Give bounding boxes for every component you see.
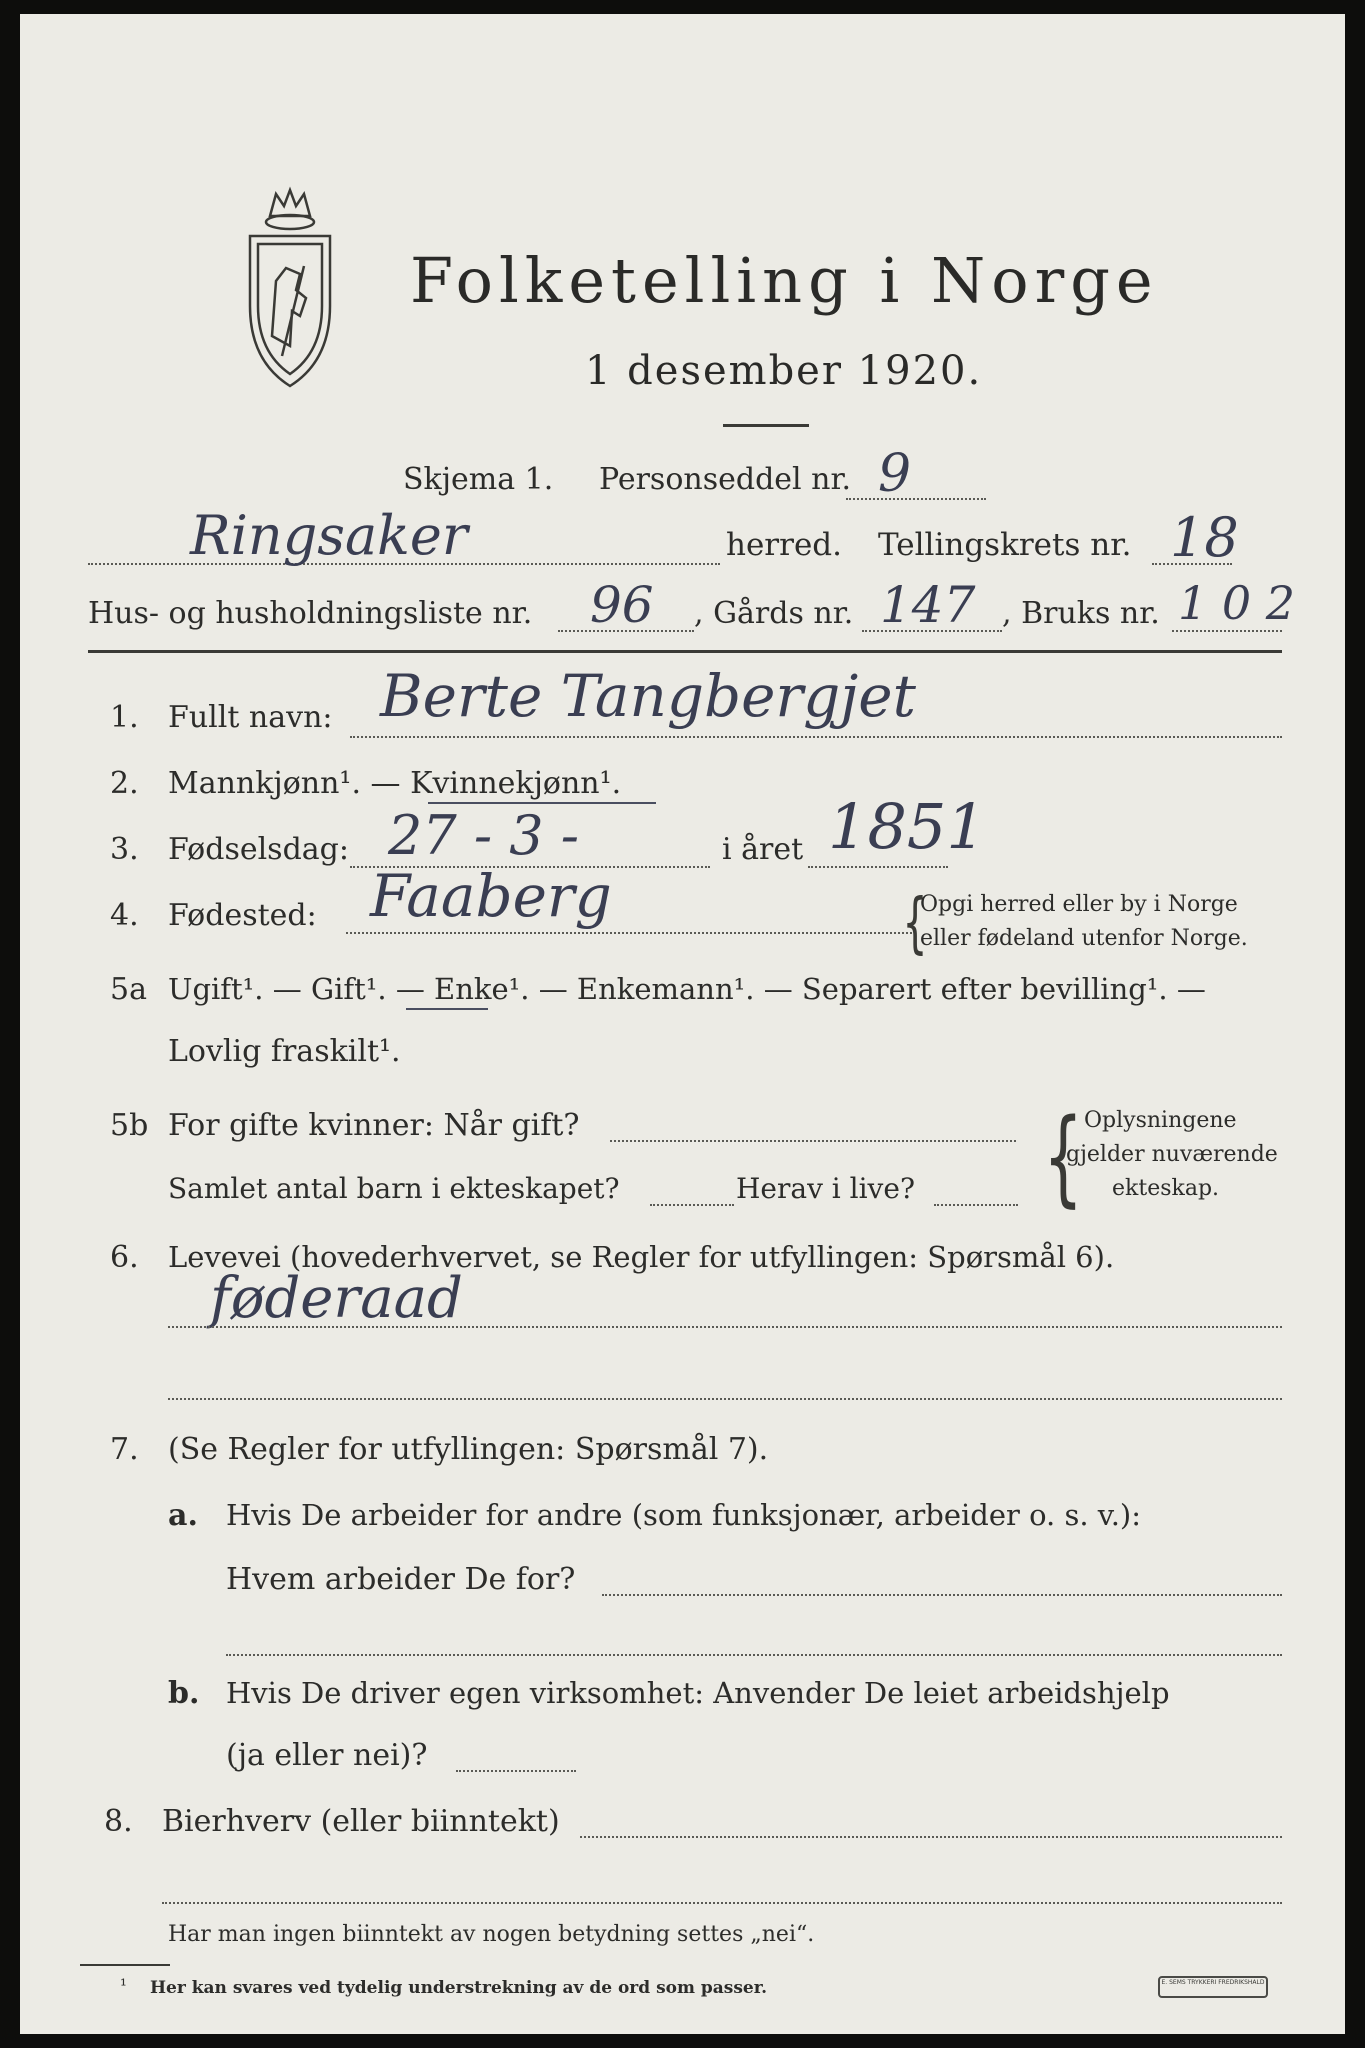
q3-year-value[interactable]: 1851 <box>828 790 986 863</box>
form-date: 1 desember 1920. <box>585 348 983 394</box>
footnote-mark: ¹ <box>120 1976 127 1996</box>
q7a-letter: a. <box>168 1498 198 1533</box>
tellingskrets-label: Tellingskrets nr. <box>878 527 1132 563</box>
title-divider <box>723 424 809 427</box>
q2-label: Mannkjønn¹. — Kvinnekjønn¹. <box>168 766 622 801</box>
gards-label: , Gårds nr. <box>694 596 854 631</box>
q6-line1 <box>168 1326 1282 1328</box>
q2-number: 2. <box>110 766 139 801</box>
q4-value[interactable]: Faaberg <box>370 862 612 930</box>
hus-label: Hus- og husholdningsliste nr. <box>88 596 533 631</box>
q6-number: 6. <box>110 1240 139 1275</box>
q7a-line2-blank <box>226 1654 1282 1656</box>
gards-value[interactable]: 147 <box>880 576 976 634</box>
herred-label: herred. <box>726 527 842 563</box>
herred-value[interactable]: Ringsaker <box>190 504 468 567</box>
q4-note-brace: { <box>902 884 928 961</box>
hus-value[interactable]: 96 <box>590 576 654 634</box>
q3-label: Fødselsdag: <box>168 832 349 867</box>
q5a-line1: Ugift¹. — Gift¹. — Enke¹. — Enkemann¹. — Separert efter bevilling¹. — <box>168 972 1206 1006</box>
printer-stamp <box>1158 1976 1268 1998</box>
q5a-line2: Lovlig fraskilt¹. <box>168 1034 401 1069</box>
personseddel-value[interactable]: 9 <box>878 444 912 504</box>
q6-line2 <box>168 1398 1282 1400</box>
q3-value[interactable]: 27 - 3 - <box>388 804 580 867</box>
q8-label: Bierhverv (eller biinntekt) <box>162 1804 560 1839</box>
personseddel-label: Personseddel nr. <box>599 462 852 497</box>
q4-line <box>346 932 916 934</box>
q5b-note-line1: Oplysningene <box>1084 1108 1237 1133</box>
q3-year-line <box>808 866 948 868</box>
q1-label: Fullt navn: <box>168 700 333 735</box>
form-title: Folketelling i Norge <box>410 244 1159 317</box>
q5b-line1: For gifte kvinner: Når gift? <box>168 1108 580 1143</box>
q8-line <box>580 1836 1282 1838</box>
bruks-label: , Bruks nr. <box>1002 596 1160 631</box>
q5b-note-line2: gjelder nuværende <box>1066 1142 1278 1167</box>
q7a-line2: Hvem arbeider De for? <box>226 1562 576 1597</box>
q5b-alive-line <box>934 1204 1018 1206</box>
footnote-text: Her kan svares ved tydelig understrekning av de ord som passer. <box>150 1978 768 1998</box>
skjema-label: Skjema 1. <box>403 462 554 497</box>
q7a-line1: Hvis De arbeider for andre (som funksjonær, arbeider o. s. v.): <box>226 1498 1142 1532</box>
tellingskrets-value[interactable]: 18 <box>1170 506 1239 569</box>
bruks-line <box>1172 630 1282 632</box>
q7b-line <box>456 1770 576 1772</box>
q7a-line <box>602 1594 1282 1596</box>
q7-label: (Se Regler for utfyllingen: Spørsmål 7). <box>168 1432 769 1467</box>
q1-number: 1. <box>110 700 139 735</box>
q6-label: Levevei (hovederhvervet, se Regler for utfyllingen: Spørsmål 6). <box>168 1240 1115 1274</box>
q4-label: Fødested: <box>168 898 317 933</box>
q7-number: 7. <box>110 1432 139 1467</box>
q1-line <box>350 736 1282 738</box>
bruks-value[interactable]: 1 0 2 <box>1178 576 1296 630</box>
q5a-number: 5a <box>110 972 147 1007</box>
footnote-rule <box>80 1964 170 1966</box>
q5b-when-line <box>610 1140 1016 1142</box>
q5b-note-brace: { <box>1043 1096 1083 1218</box>
coat-of-arms-icon <box>242 186 338 396</box>
q5b-number: 5b <box>110 1108 149 1143</box>
q5a-enke-underline <box>406 1008 488 1010</box>
q4-number: 4. <box>110 898 139 933</box>
q5b-children-line <box>650 1204 734 1206</box>
q7b-line1: Hvis De driver egen virksomhet: Anvender De leiet arbeidshjelp <box>226 1676 1170 1710</box>
q1-value[interactable]: Berte Tangbergjet <box>380 662 916 730</box>
q3-year-label: i året <box>722 832 804 867</box>
q8-line2 <box>162 1902 1282 1904</box>
q8-note: Har man ingen biinntekt av nogen betydning settes „nei“. <box>168 1922 815 1947</box>
q7b-line2: (ja eller nei)? <box>226 1738 428 1773</box>
q5b-line2a: Samlet antal barn i ekteskapet? <box>168 1172 620 1205</box>
q5b-line2b: Herav i live? <box>736 1172 915 1205</box>
census-form-page <box>20 14 1345 2034</box>
q7b-letter: b. <box>168 1676 200 1711</box>
q3-number: 3. <box>110 832 139 867</box>
q5b-note-line3: ekteskap. <box>1112 1176 1220 1201</box>
personseddel-line <box>846 498 986 500</box>
printer-stamp-text: E. SEMS TRYKKERI FREDRIKSHALD <box>1161 1979 1265 1986</box>
q4-note-line1: Opgi herred eller by i Norge <box>920 892 1238 917</box>
header-rule <box>88 650 1282 653</box>
q6-value[interactable]: føderaad <box>210 1266 463 1331</box>
q8-number: 8. <box>104 1804 133 1839</box>
q4-note-line2: eller fødeland utenfor Norge. <box>920 926 1248 951</box>
